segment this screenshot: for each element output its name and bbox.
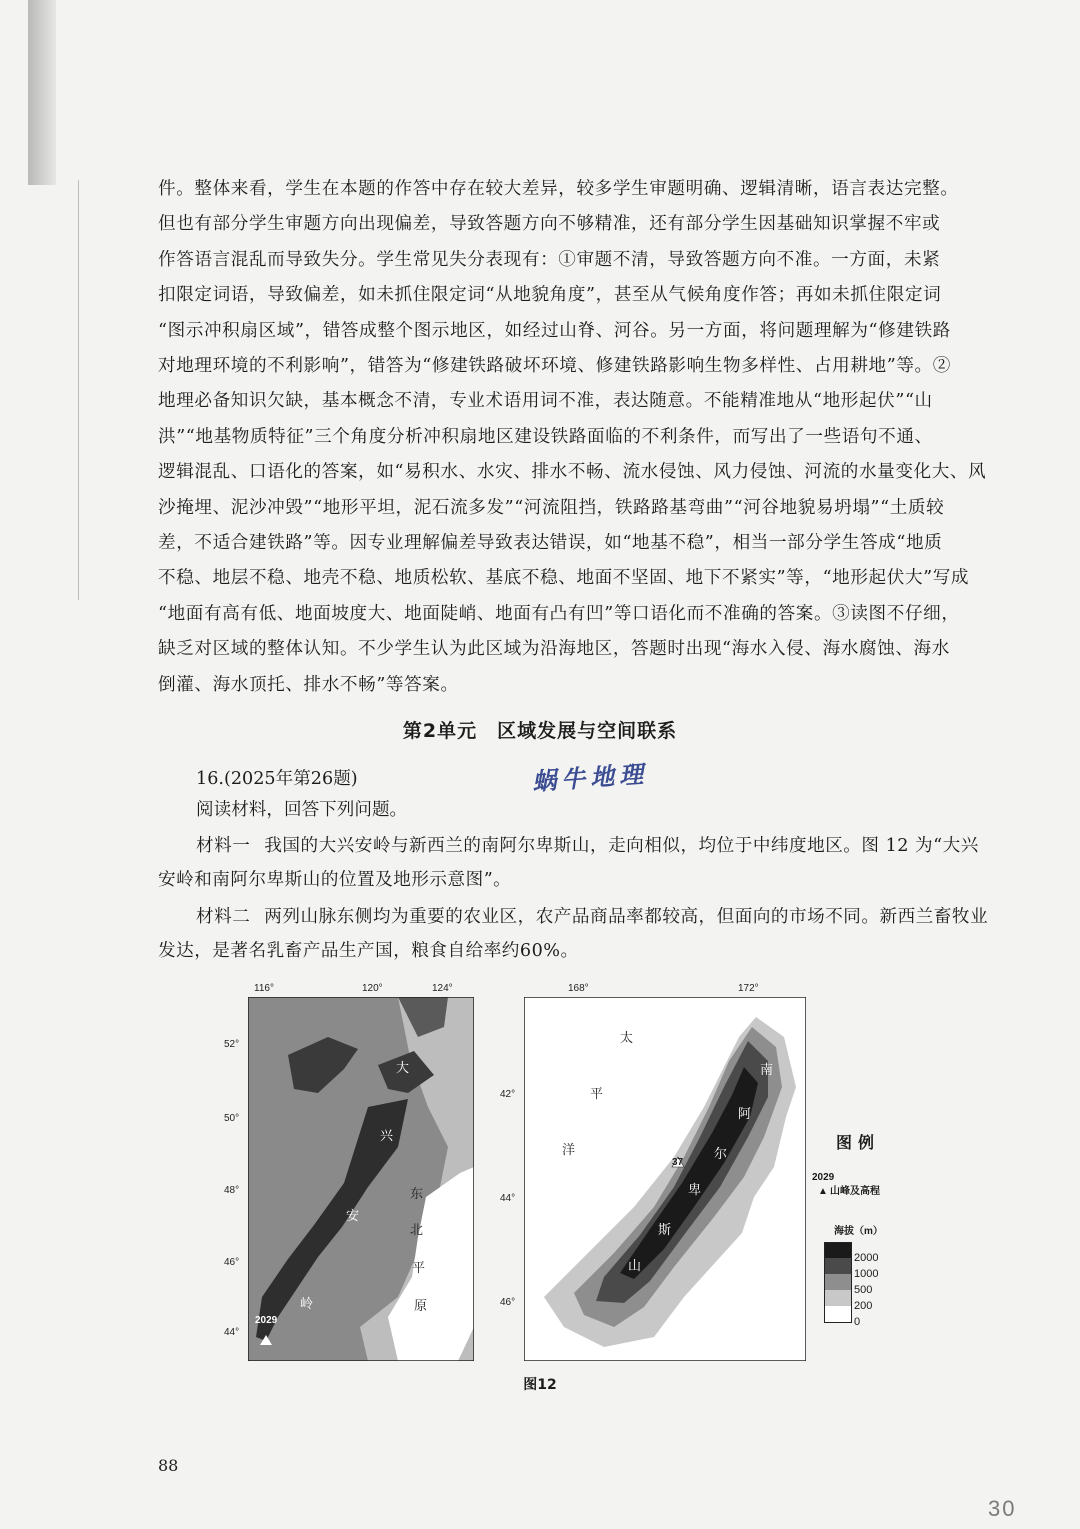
mountain-label: 岭 xyxy=(300,1297,314,1312)
text-line: 扣限定词语，导致偏差，如未抓住限定词“从地貌角度”，甚至从气候角度作答；再如未抓住限定词 xyxy=(158,285,942,306)
page-fold-line xyxy=(78,180,79,600)
material-text: 两列山脉东侧均为重要的农业区，农产品商品率都较高，但面向的市场不同。新西兰畜牧业发达，是著名乳畜产品生产国，粮食自给率约60%。 xyxy=(158,907,989,961)
map-southern-alps xyxy=(498,983,808,1363)
text-line: 但也有部分学生审题方向出现偏差，导致答题方向不够精准，还有部分学生因基础知识掌握不牢或 xyxy=(158,214,941,235)
peak-elevation: 2029 xyxy=(255,1315,278,1326)
material-text: 我国的大兴安岭与新西兰的南阿尔卑斯山，走向相似，均位于中纬度地区。图 12 为“大兴安岭和南阿尔卑斯山的位置及地形示意图”。 xyxy=(158,836,979,890)
peak-elevation: 37 xyxy=(672,1157,684,1168)
text-line: 地理必备知识欠缺，基本概念不清，专业术语用词不准，表达随意。不能精准地从“地形起伏”“山 xyxy=(158,391,933,412)
lon-tick: 116° xyxy=(254,983,274,994)
plain-label: 北 xyxy=(410,1223,424,1238)
map2-relief xyxy=(524,997,806,1361)
map-greater-khingan xyxy=(220,983,476,1363)
text-line: “图示冲积扇区域”，错答成整个图示地区，如经过山脊、河谷。另一方面，将问题理解为“修建铁路 xyxy=(158,320,951,341)
legend-level: 1000 xyxy=(854,1268,879,1280)
legend-swatch xyxy=(824,1258,852,1274)
text-line: 作答语言混乱而导致失分。学生常见失分表现有：①审题不清，导致答题方向不准。一方面，未紧 xyxy=(158,249,941,270)
text-line: 缺乏对区域的整体认知。不少学生认为此区域为沿海地区，答题时出现“海水入侵、海水腐蚀、海水 xyxy=(158,639,950,660)
lat-tick: 42° xyxy=(500,1089,516,1100)
material-label: 材料二 xyxy=(196,907,251,927)
lat-tick: 44° xyxy=(500,1193,516,1204)
lat-tick: 46° xyxy=(224,1257,240,1268)
legend-level: 0 xyxy=(854,1316,861,1328)
legend-swatch xyxy=(824,1290,852,1306)
legend-level: 200 xyxy=(854,1300,873,1312)
lon-tick: 172° xyxy=(738,983,759,994)
map1-relief xyxy=(248,997,474,1361)
plain-label: 东 xyxy=(410,1187,424,1202)
lat-tick: 50° xyxy=(224,1113,240,1124)
page-number: 88 xyxy=(158,1456,179,1475)
legend-altitude-label: 海拔（m） xyxy=(834,1226,883,1237)
unit-title: 第2单元 区域发展与空间联系 xyxy=(402,720,678,742)
legend-swatch xyxy=(824,1306,852,1323)
mountain-label: 斯 xyxy=(658,1223,672,1238)
question-number: 16.(2025年第26题) xyxy=(196,769,358,789)
lon-tick: 124° xyxy=(432,983,453,994)
legend-level: 2000 xyxy=(854,1252,879,1264)
text-line: 件。整体来看，学生在本题的作答中存在较大差异，较多学生审题明确、逻辑清晰，语言表达完整。 xyxy=(158,179,959,199)
ocean-label: 太 xyxy=(620,1031,634,1046)
plain-label: 平 xyxy=(412,1261,426,1276)
lat-tick: 52° xyxy=(224,1039,240,1050)
scan-edge-shadow xyxy=(28,0,56,185)
ocean-label: 平 xyxy=(590,1087,604,1102)
mountain-label: 南 xyxy=(760,1063,774,1078)
scan-page-number: 30 xyxy=(988,1496,1017,1521)
legend-peak-value: 2029 xyxy=(812,1172,835,1183)
mountain-label: 尔 xyxy=(714,1147,728,1162)
mountain-label: 山 xyxy=(628,1259,642,1274)
material-one xyxy=(158,829,996,897)
text-line: 差，不适合建铁路”等。因专业理解偏差导致表达错误，如“地基不稳”，相当一部分学生答成“地质 xyxy=(158,533,943,554)
lat-tick: 46° xyxy=(500,1297,516,1308)
figure-caption: 图12 xyxy=(523,1377,557,1393)
text-line: 倒灌、海水顶托、排水不畅”等答案。 xyxy=(158,674,459,695)
mountain-label: 大 xyxy=(396,1061,410,1076)
text-line: 沙掩埋、泥沙冲毁”“地形平坦，泥石流多发”“河流阻挡，铁路路基弯曲”“河谷地貌易坍塌”“土质较 xyxy=(158,497,945,518)
text-line: 洪”“地基物质特征”三个角度分析冲积扇地区建设铁路面临的不利条件，而写出了一些语句不通、 xyxy=(158,426,933,447)
watermark-stamp: 蜗牛地理 xyxy=(531,759,650,797)
lon-tick: 120° xyxy=(362,983,383,994)
analysis-paragraph xyxy=(158,172,996,703)
plain-label: 原 xyxy=(414,1299,428,1314)
legend-swatch xyxy=(824,1242,852,1259)
lon-tick: 168° xyxy=(568,983,589,994)
material-label: 材料一 xyxy=(196,836,251,856)
legend-peak-label: 山峰及高程 xyxy=(830,1186,880,1197)
text-line: 对地理环境的不利影响”，错答为“修建铁路破坏环境、修建铁路影响生物多样性、占用耕地”等。② xyxy=(158,356,951,377)
lat-tick: 48° xyxy=(224,1185,240,1196)
text-line: “地面有高有低、地面坡度大、地面陡峭、地面有凸有凹”等口语化而不准确的答案。③读图不仔细， xyxy=(158,603,960,624)
mountain-label: 安 xyxy=(346,1209,360,1224)
peak-triangle-icon: ▲ xyxy=(818,1186,828,1197)
text-line: 不稳、地层不稳、地壳不稳、地质松软、基底不稳、地面不坚固、地下不紧实”等，“地形起伏大”写成 xyxy=(158,568,970,589)
legend-title: 图例 xyxy=(836,1133,881,1152)
question-instruction: 阅读材料，回答下列问题。 xyxy=(196,800,408,820)
lat-tick: 44° xyxy=(224,1327,240,1338)
legend-swatch xyxy=(824,1274,852,1290)
legend-level: 500 xyxy=(854,1284,873,1296)
mountain-label: 兴 xyxy=(380,1129,394,1144)
mountain-label: 卑 xyxy=(688,1183,702,1198)
mountain-label: 阿 xyxy=(738,1107,752,1122)
map-legend xyxy=(812,1130,932,1350)
text-line: 逻辑混乱、口语化的答案，如“易积水、水灾、排水不畅、流水侵蚀、风力侵蚀、河流的水量变化大、风 xyxy=(158,462,987,483)
material-two xyxy=(158,900,996,968)
ocean-label: 洋 xyxy=(562,1143,576,1158)
